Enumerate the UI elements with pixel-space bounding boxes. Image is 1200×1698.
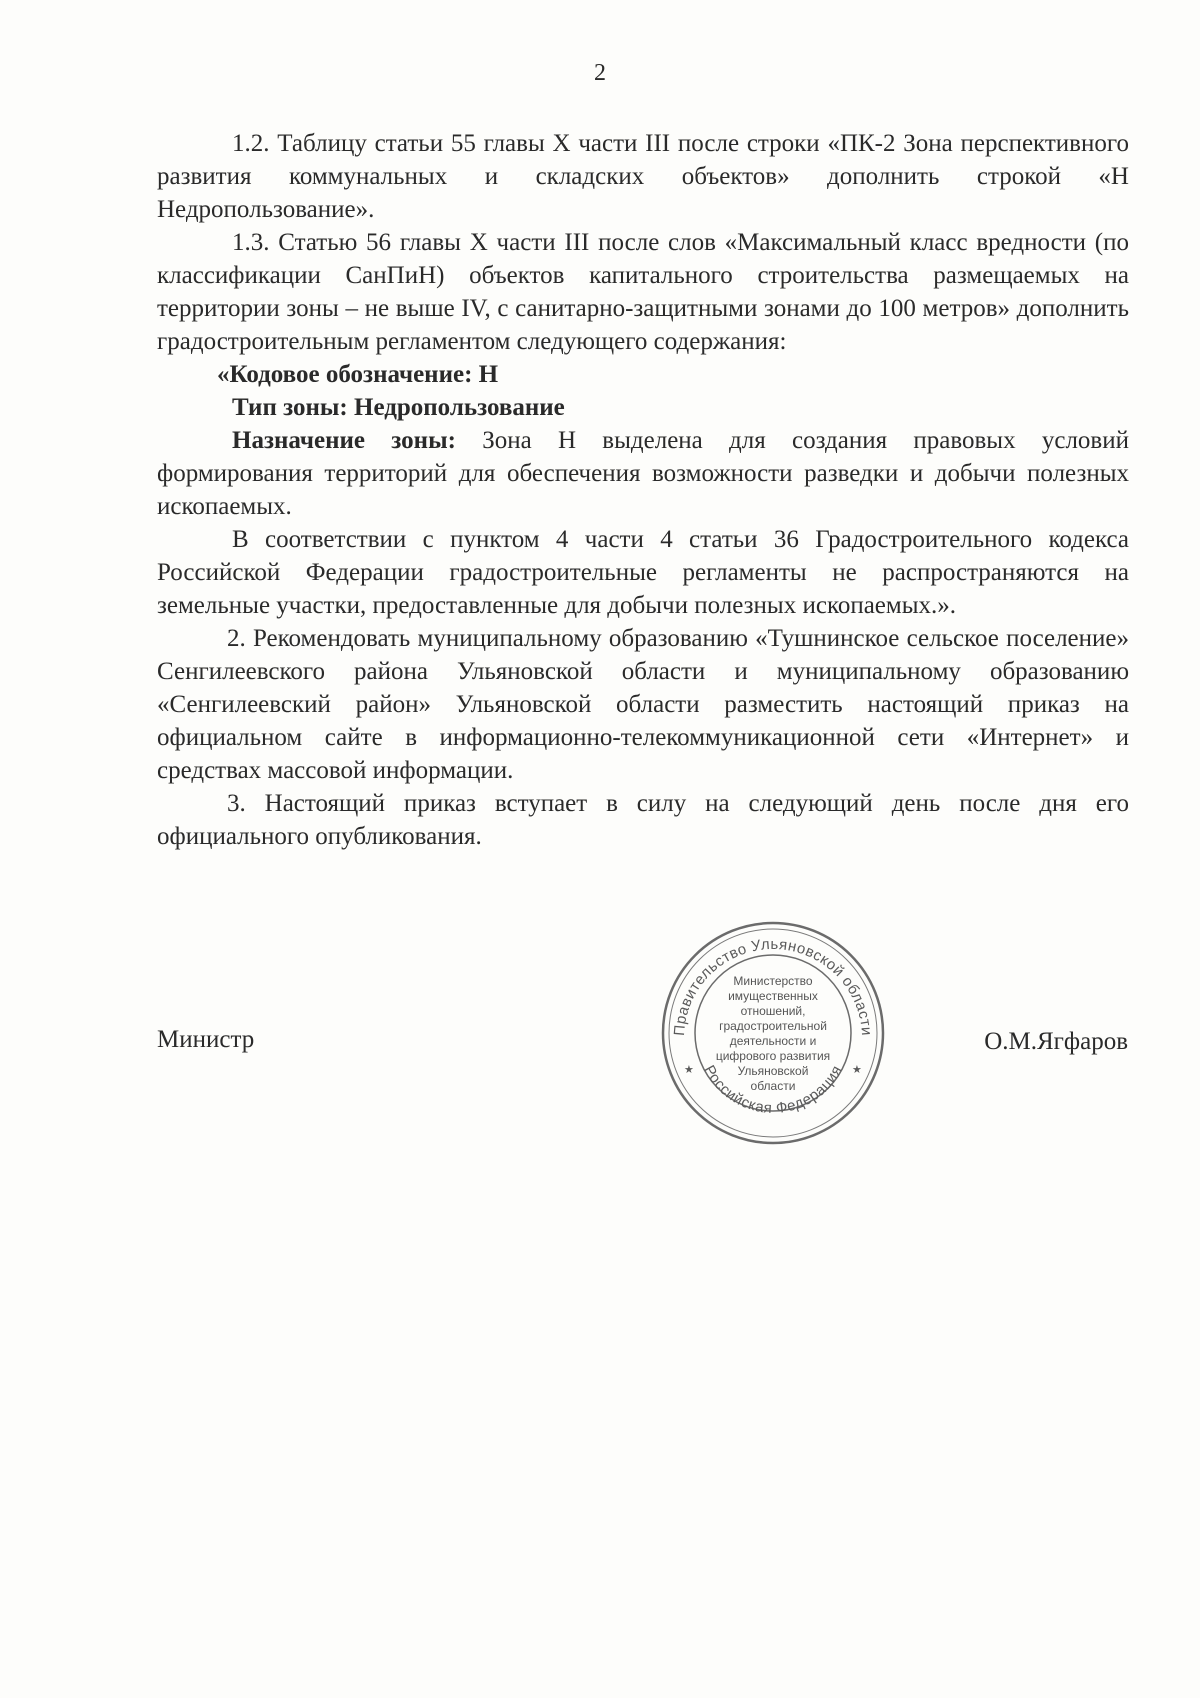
zone-code-line: [157, 358, 1129, 391]
zone-purpose-paragraph: [157, 424, 1129, 523]
seal-inner-line: Ульяновской: [737, 1064, 809, 1078]
document-body: [157, 127, 1129, 853]
seal-inner-line: Министерство: [733, 974, 813, 988]
paragraph-3: 3. Настоящий приказ вступает в силу на следующий день после дня его официального опубликования.: [157, 790, 1129, 850]
seal-inner-line: деятельности и: [729, 1034, 817, 1048]
seal-inner-line: области: [750, 1079, 796, 1093]
paragraph-1-2: 1.2. Таблицу статьи 55 главы X части III после строки «ПК-2 Зона перспективного развития коммунальных и складских объектов» дополнить строкой «Н Недропользование».: [157, 130, 1129, 223]
seal-bottom-arc-text: Российская Федерация: [700, 1062, 846, 1117]
paragraph-2: 2. Рекомендовать муниципальному образованию «Тушнинское сельское поселение» Сенгилеевского района Ульяновской области и муниципальному образованию «Сенгилеевский район» Ульяновской области разместить настоящий приказ на официальном сайте в информационно-телекоммуникационной сети «Интернет» и средствах массовой информации.: [157, 625, 1129, 784]
seal-inner-line: градостроительной: [719, 1019, 827, 1033]
zone-type-label: Тип зоны: Недропользование: [232, 394, 565, 421]
seal-star-left-icon: ★: [684, 1063, 694, 1076]
seal-inner-line: цифрового развития: [715, 1049, 831, 1063]
signature-name: О.М.Ягфаров: [984, 1028, 1128, 1055]
zone-purpose-label: Назначение зоны:: [232, 427, 456, 454]
seal-inner-line: имущественных: [728, 989, 818, 1003]
paragraph-1-3: 1.3. Статью 56 главы X части III после слов «Максимальный класс вредности (по классификации СанПиН) объектов капитального строительства размещаемых на территории зоны – не выше IV, с санитарно-защитными зонами до 100 метров» дополнить градостроительным регламентом следующего содержания:: [157, 229, 1129, 355]
zone-code-label: «Кодовое обозначение: Н: [217, 361, 499, 388]
signature-title: Министр: [157, 1026, 255, 1053]
seal-star-right-icon: ★: [852, 1063, 862, 1076]
page-number: 2: [594, 60, 606, 86]
official-seal: [660, 920, 886, 1146]
seal-inner-line: отношений,: [740, 1004, 806, 1018]
paragraph-regulations: В соответствии с пунктом 4 части 4 статьи 36 Градостроительного кодекса Российской Федерации градостроительные регламенты не распространяются на земельные участки, предоставленные для добычи полезных ископаемых.».: [157, 526, 1129, 619]
zone-type-line: [157, 391, 1129, 424]
zone-purpose-text: Зона Н выделена для создания правовых условий формирования территорий для обеспечения возможности разведки и добычи полезных ископаемых.: [157, 427, 1129, 520]
seal-top-arc-text: Правительство Ульяновской области: [670, 935, 876, 1037]
seal-inner-text: [698, 974, 848, 1094]
